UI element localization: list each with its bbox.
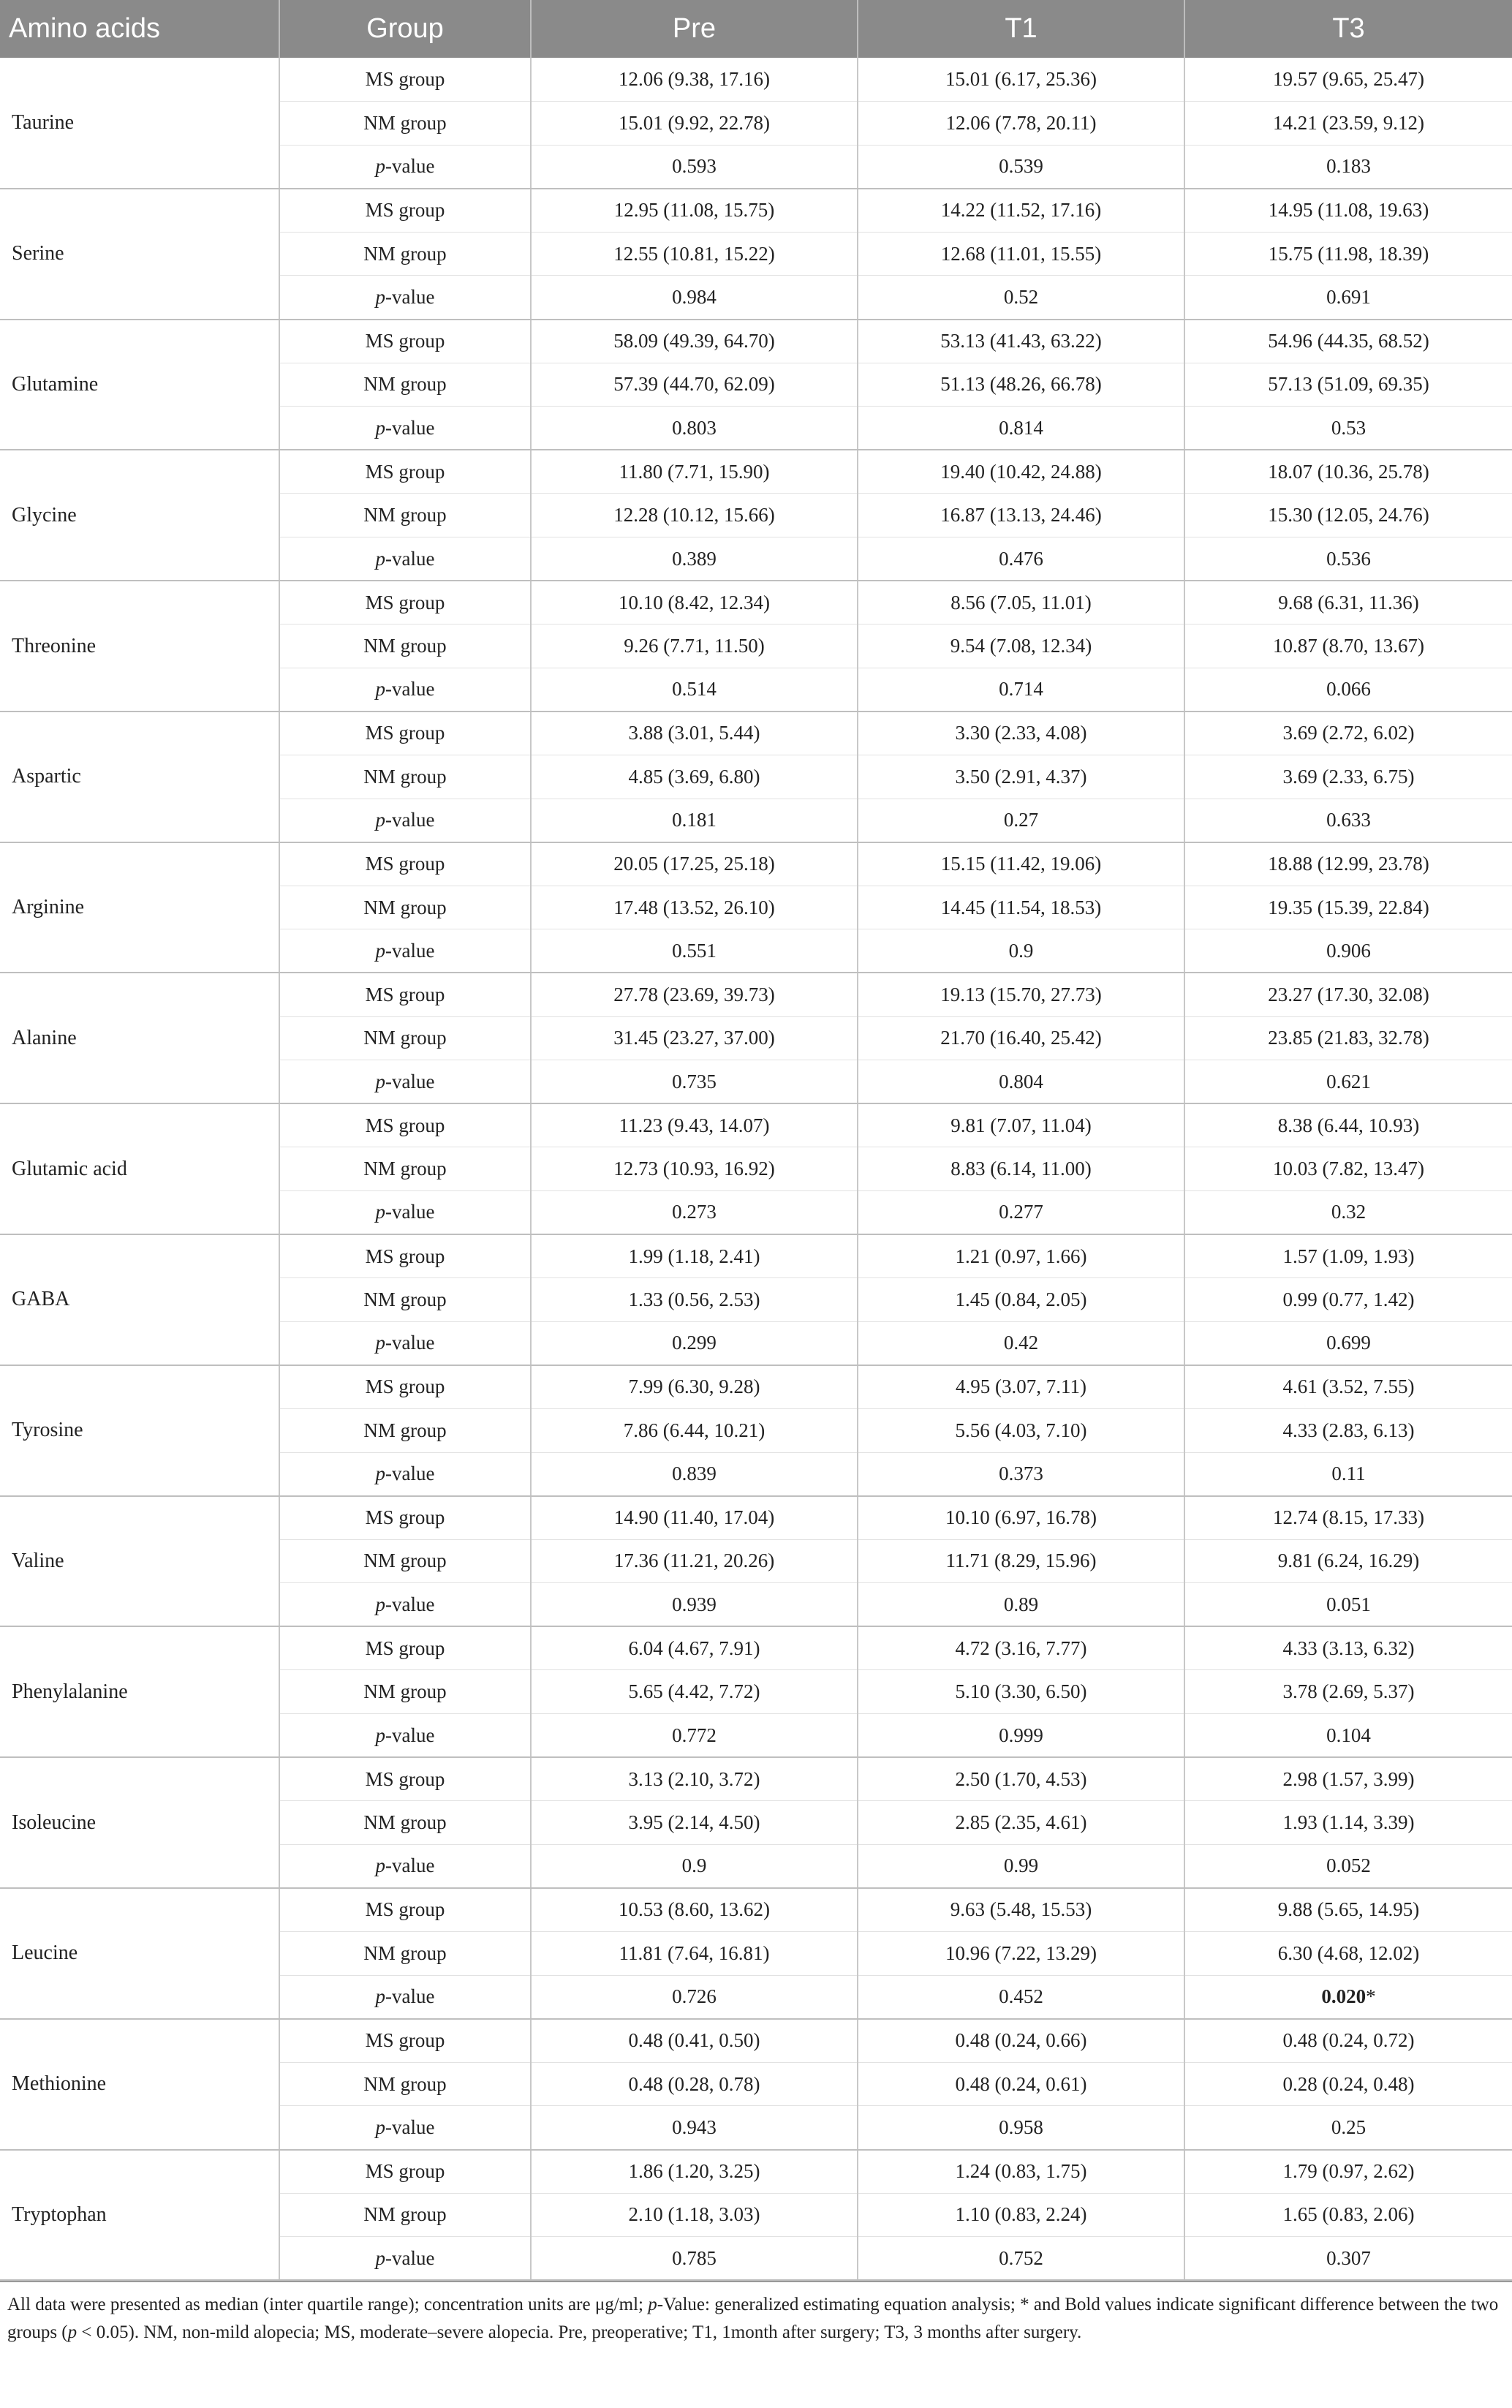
header-pre: Pre [531,0,858,58]
pvalue-cell: 0.181 [531,799,858,842]
table-row-ms [0,189,1512,233]
nm-value-cell: 0.28 (0.24, 0.48) [1184,2062,1512,2106]
nm-value-cell: 3.69 (2.33, 6.75) [1184,755,1512,799]
ms-value-cell: 4.95 (3.07, 7.11) [858,1365,1184,1409]
ms-value-cell: 2.50 (1.70, 4.53) [858,1757,1184,1801]
ms-value-cell: 54.96 (44.35, 68.52) [1184,320,1512,363]
pvalue-suffix: -value [385,1201,435,1223]
nm-value-cell: 12.55 (10.81, 15.22) [531,232,858,276]
pvalue-cell: 0.999 [858,1714,1184,1758]
ms-value-cell: 6.04 (4.67, 7.91) [531,1626,858,1670]
pvalue-cell: 0.752 [858,2237,1184,2281]
group-label-nm: NM group [279,232,531,276]
pvalue-italic-p: p [375,939,386,962]
ms-value-cell: 1.79 (0.97, 2.62) [1184,2150,1512,2194]
nm-value-cell: 9.26 (7.71, 11.50) [531,624,858,668]
pvalue-cell: 0.27 [858,799,1184,842]
nm-value-cell: 4.33 (2.83, 6.13) [1184,1408,1512,1452]
nm-value-cell: 2.10 (1.18, 3.03) [531,2193,858,2237]
pvalue-cell: 0.307 [1184,2237,1512,2281]
table-row-ms [0,973,1512,1016]
group-label-ms: MS group [279,1888,531,1932]
nm-value-cell: 15.75 (11.98, 18.39) [1184,232,1512,276]
pvalue-suffix: -value [385,1854,435,1877]
pvalue-cell: 0.052 [1184,1844,1512,1888]
pvalue-cell: 0.066 [1184,668,1512,712]
group-label-ms: MS group [279,2150,531,2194]
group-label-nm: NM group [279,1278,531,1322]
nm-value-cell: 5.10 (3.30, 6.50) [858,1670,1184,1714]
group-label-pvalue [279,1975,531,2019]
nm-value-cell: 8.83 (6.14, 11.00) [858,1147,1184,1191]
pvalue-suffix: -value [385,2246,435,2269]
ms-value-cell: 1.99 (1.18, 2.41) [531,1234,858,1278]
ms-value-cell: 58.09 (49.39, 64.70) [531,320,858,363]
nm-value-cell: 14.21 (23.59, 9.12) [1184,102,1512,146]
group-label-pvalue [279,276,531,320]
ms-value-cell: 8.38 (6.44, 10.93) [1184,1103,1512,1147]
amino-acid-name: Valine [0,1496,279,1627]
amino-acid-name: GABA [0,1234,279,1365]
group-label-nm: NM group [279,102,531,146]
pvalue-cell: 0.11 [1184,1452,1512,1496]
pvalue-italic-p: p [375,2116,386,2138]
table-header [0,0,1512,58]
group-label-nm: NM group [279,1801,531,1845]
group-label-nm: NM group [279,494,531,537]
nm-value-cell: 6.30 (4.68, 12.02) [1184,1932,1512,1976]
group-label-ms: MS group [279,581,531,624]
table-row-ms [0,1103,1512,1147]
nm-value-cell: 5.56 (4.03, 7.10) [858,1408,1184,1452]
table-row-ms [0,1888,1512,1932]
ms-value-cell: 19.57 (9.65, 25.47) [1184,58,1512,102]
pvalue-cell: 0.42 [858,1321,1184,1365]
ms-value-cell: 9.88 (5.65, 14.95) [1184,1888,1512,1932]
footnote-p-italic-1: p [648,2295,657,2315]
group-label-pvalue [279,407,531,450]
pvalue-cell: 0.299 [531,1321,858,1365]
ms-value-cell: 18.07 (10.36, 25.78) [1184,450,1512,494]
ms-value-cell: 3.30 (2.33, 4.08) [858,712,1184,755]
group-label-pvalue [279,1321,531,1365]
nm-value-cell: 16.87 (13.13, 24.46) [858,494,1184,537]
group-label-pvalue [279,1452,531,1496]
nm-value-cell: 1.93 (1.14, 3.39) [1184,1801,1512,1845]
ms-value-cell: 15.15 (11.42, 19.06) [858,842,1184,886]
nm-value-cell: 12.73 (10.93, 16.92) [531,1147,858,1191]
pvalue-cell: 0.943 [531,2106,858,2150]
ms-value-cell: 14.22 (11.52, 17.16) [858,189,1184,233]
ms-value-cell: 12.74 (8.15, 17.33) [1184,1496,1512,1540]
ms-value-cell: 9.63 (5.48, 15.53) [858,1888,1184,1932]
group-label-nm: NM group [279,1539,531,1583]
group-label-pvalue [279,1844,531,1888]
nm-value-cell: 12.28 (10.12, 15.66) [531,494,858,537]
amino-acid-name: Glycine [0,450,279,581]
header-t1: T1 [858,0,1184,58]
table-row-ms [0,1234,1512,1278]
amino-acid-name: Phenylalanine [0,1626,279,1757]
table-row-ms [0,450,1512,494]
group-label-ms: MS group [279,1234,531,1278]
nm-value-cell: 9.54 (7.08, 12.34) [858,624,1184,668]
pvalue-cell: 0.25 [1184,2106,1512,2150]
amino-acid-name: Glutamine [0,320,279,450]
table-row-ms [0,1626,1512,1670]
group-label-ms: MS group [279,320,531,363]
pvalue-italic-p: p [375,1332,386,1354]
group-label-nm: NM group [279,1932,531,1976]
ms-value-cell: 3.13 (2.10, 3.72) [531,1757,858,1801]
table-row-ms [0,1757,1512,1801]
nm-value-cell: 17.36 (11.21, 20.26) [531,1539,858,1583]
ms-value-cell: 9.68 (6.31, 11.36) [1184,581,1512,624]
pvalue-cell: 0.539 [858,145,1184,189]
amino-acid-name: Leucine [0,1888,279,2019]
pvalue-cell: 0.277 [858,1190,1184,1234]
group-label-nm: NM group [279,363,531,407]
pvalue-suffix: -value [385,1985,435,2008]
table-row-ms [0,2019,1512,2063]
pvalue-italic-p: p [375,1724,386,1746]
pvalue-suffix: -value [385,155,435,178]
ms-value-cell: 14.95 (11.08, 19.63) [1184,189,1512,233]
group-label-ms: MS group [279,189,531,233]
ms-value-cell: 3.88 (3.01, 5.44) [531,712,858,755]
table-row-ms [0,581,1512,624]
pvalue-cell: 0.104 [1184,1714,1512,1758]
nm-value-cell: 31.45 (23.27, 37.00) [531,1016,858,1060]
ms-value-cell: 3.69 (2.72, 6.02) [1184,712,1512,755]
nm-value-cell: 19.35 (15.39, 22.84) [1184,886,1512,929]
amino-acid-name: Tryptophan [0,2150,279,2281]
nm-value-cell: 15.30 (12.05, 24.76) [1184,494,1512,537]
nm-value-cell: 1.10 (0.83, 2.24) [858,2193,1184,2237]
pvalue-cell: 0.551 [531,929,858,973]
pvalue-cell: 0.52 [858,276,1184,320]
pvalue-cell: 0.53 [1184,407,1512,450]
group-label-ms: MS group [279,1365,531,1409]
ms-value-cell: 18.88 (12.99, 23.78) [1184,842,1512,886]
ms-value-cell: 1.86 (1.20, 3.25) [531,2150,858,2194]
pvalue-cell: 0.373 [858,1452,1184,1496]
group-label-pvalue [279,2106,531,2150]
nm-value-cell: 17.48 (13.52, 26.10) [531,886,858,929]
pvalue-cell: 0.803 [531,407,858,450]
ms-value-cell: 10.10 (8.42, 12.34) [531,581,858,624]
pvalue-suffix: -value [385,809,435,831]
pvalue-italic-p: p [375,1854,386,1877]
pvalue-suffix: -value [385,1070,435,1092]
pvalue-cell: 0.714 [858,668,1184,712]
pvalue-cell: 0.814 [858,407,1184,450]
pvalue-cell: 0.9 [858,929,1184,973]
group-label-nm: NM group [279,1670,531,1714]
amino-acid-name: Isoleucine [0,1757,279,1888]
pvalue-italic-p: p [375,1985,386,2008]
nm-value-cell: 11.71 (8.29, 15.96) [858,1539,1184,1583]
nm-value-cell: 51.13 (48.26, 66.78) [858,363,1184,407]
ms-value-cell: 0.48 (0.24, 0.72) [1184,2019,1512,2063]
pvalue-cell: 0.839 [531,1452,858,1496]
pvalue-cell: 0.32 [1184,1190,1512,1234]
group-label-pvalue [279,929,531,973]
ms-value-cell: 1.21 (0.97, 1.66) [858,1234,1184,1278]
pvalue-italic-p: p [375,155,386,178]
pvalue-cell: 0.691 [1184,276,1512,320]
pvalue-suffix: -value [385,1332,435,1354]
pvalue-cell: 0.785 [531,2237,858,2281]
ms-value-cell: 9.81 (7.07, 11.04) [858,1103,1184,1147]
header-t3: T3 [1184,0,1512,58]
footnote-part2: -Value: generalized estimating equation analysis; * and Bold values indicate significant difference between the two groups ( [7,2295,1499,2343]
ms-value-cell: 0.48 (0.41, 0.50) [531,2019,858,2063]
amino-acid-name: Tyrosine [0,1365,279,1496]
pvalue-suffix: -value [385,1593,435,1615]
significant-pvalue: 0.020 [1321,1985,1367,2008]
pvalue-suffix: -value [385,547,435,570]
pvalue-italic-p: p [375,809,386,831]
nm-value-cell: 9.81 (6.24, 16.29) [1184,1539,1512,1583]
pvalue-suffix: -value [385,678,435,701]
nm-value-cell: 23.85 (21.83, 32.78) [1184,1016,1512,1060]
ms-value-cell: 19.40 (10.42, 24.88) [858,450,1184,494]
group-label-ms: MS group [279,450,531,494]
nm-value-cell: 3.95 (2.14, 4.50) [531,1801,858,1845]
pvalue-cell: 0.514 [531,668,858,712]
nm-value-cell: 4.85 (3.69, 6.80) [531,755,858,799]
group-label-nm: NM group [279,1016,531,1060]
group-label-nm: NM group [279,755,531,799]
table-row-ms [0,1496,1512,1540]
ms-value-cell: 11.80 (7.71, 15.90) [531,450,858,494]
footnote-p-italic-2: p [67,2322,78,2343]
pvalue-italic-p: p [375,1593,386,1615]
group-label-ms: MS group [279,1757,531,1801]
pvalue-suffix: -value [385,1724,435,1746]
pvalue-cell: 0.621 [1184,1060,1512,1104]
pvalue-italic-p: p [375,286,386,309]
group-label-pvalue [279,537,531,581]
group-label-pvalue [279,799,531,842]
nm-value-cell: 1.45 (0.84, 2.05) [858,1278,1184,1322]
pvalue-italic-p: p [375,416,386,439]
nm-value-cell: 0.99 (0.77, 1.42) [1184,1278,1512,1322]
ms-value-cell: 53.13 (41.43, 63.22) [858,320,1184,363]
pvalue-cell: 0.735 [531,1060,858,1104]
group-label-nm: NM group [279,2062,531,2106]
pvalue-cell: 0.273 [531,1190,858,1234]
amino-acid-name: Arginine [0,842,279,973]
pvalue-suffix: -value [385,286,435,309]
group-label-ms: MS group [279,1103,531,1147]
pvalue-cell: 0.476 [858,537,1184,581]
ms-value-cell: 11.23 (9.43, 14.07) [531,1103,858,1147]
ms-value-cell: 0.48 (0.24, 0.66) [858,2019,1184,2063]
amino-acid-name: Threonine [0,581,279,712]
pvalue-cell: 0.958 [858,2106,1184,2150]
nm-value-cell: 5.65 (4.42, 7.72) [531,1670,858,1714]
nm-value-cell: 10.87 (8.70, 13.67) [1184,624,1512,668]
group-label-ms: MS group [279,2019,531,2063]
nm-value-cell: 0.48 (0.24, 0.61) [858,2062,1184,2106]
nm-value-cell: 12.68 (11.01, 15.55) [858,232,1184,276]
pvalue-cell: 0.89 [858,1583,1184,1627]
pvalue-cell: 0.183 [1184,145,1512,189]
pvalue-italic-p: p [375,1201,386,1223]
amino-acid-name: Glutamic acid [0,1103,279,1234]
group-label-ms: MS group [279,973,531,1016]
table-row-ms [0,58,1512,102]
pvalue-cell: 0.726 [531,1975,858,2019]
pvalue-cell: 0.906 [1184,929,1512,973]
amino-acid-name: Alanine [0,973,279,1103]
table-footnote [0,2281,1512,2347]
nm-value-cell: 11.81 (7.64, 16.81) [531,1932,858,1976]
group-label-nm: NM group [279,1147,531,1191]
pvalue-cell: 0.536 [1184,537,1512,581]
footnote-part1: All data were presented as median (inter quartile range); concentration units are μg/ml; [7,2295,649,2315]
nm-value-cell: 1.33 (0.56, 2.53) [531,1278,858,1322]
pvalue-suffix: -value [385,416,435,439]
header-amino-acids: Amino acids [0,0,279,58]
ms-value-cell: 1.24 (0.83, 1.75) [858,2150,1184,2194]
group-label-pvalue [279,1190,531,1234]
ms-value-cell: 8.56 (7.05, 11.01) [858,581,1184,624]
ms-value-cell: 12.95 (11.08, 15.75) [531,189,858,233]
table-row-ms [0,842,1512,886]
ms-value-cell: 14.90 (11.40, 17.04) [531,1496,858,1540]
amino-acid-name: Aspartic [0,712,279,842]
pvalue-cell: 0.99 [858,1844,1184,1888]
pvalue-cell: 0.804 [858,1060,1184,1104]
nm-value-cell: 3.50 (2.91, 4.37) [858,755,1184,799]
ms-value-cell: 4.61 (3.52, 7.55) [1184,1365,1512,1409]
group-label-ms: MS group [279,1626,531,1670]
nm-value-cell: 0.48 (0.28, 0.78) [531,2062,858,2106]
ms-value-cell: 27.78 (23.69, 39.73) [531,973,858,1016]
group-label-pvalue [279,668,531,712]
ms-value-cell: 20.05 (17.25, 25.18) [531,842,858,886]
amino-acid-name: Serine [0,189,279,320]
group-label-pvalue [279,1714,531,1758]
ms-value-cell: 23.27 (17.30, 32.08) [1184,973,1512,1016]
table-row-ms [0,320,1512,363]
nm-value-cell: 21.70 (16.40, 25.42) [858,1016,1184,1060]
group-label-ms: MS group [279,58,531,102]
nm-value-cell: 10.03 (7.82, 13.47) [1184,1147,1512,1191]
pvalue-suffix: -value [385,1462,435,1485]
pvalue-cell: 0.772 [531,1714,858,1758]
amino-acid-name: Taurine [0,58,279,189]
nm-value-cell: 2.85 (2.35, 4.61) [858,1801,1184,1845]
pvalue-cell: 0.939 [531,1583,858,1627]
pvalue-cell: 0.633 [1184,799,1512,842]
group-label-nm: NM group [279,624,531,668]
footnote-part3: < 0.05). NM, non-mild alopecia; MS, moderate–severe alopecia. Pre, preoperative; T1, 1month after surgery; T3, 3 months after surgery. [77,2322,1082,2343]
ms-value-cell: 10.53 (8.60, 13.62) [531,1888,858,1932]
pvalue-cell: 0.593 [531,145,858,189]
pvalue-suffix: -value [385,2116,435,2138]
nm-value-cell: 12.06 (7.78, 20.11) [858,102,1184,146]
pvalue-italic-p: p [375,547,386,570]
pvalue-italic-p: p [375,678,386,701]
significance-asterisk: * [1366,1985,1376,2008]
pvalue-italic-p: p [375,2246,386,2269]
pvalue-cell [1184,1975,1512,2019]
pvalue-cell: 0.699 [1184,1321,1512,1365]
pvalue-italic-p: p [375,1070,386,1092]
ms-value-cell: 4.33 (3.13, 6.32) [1184,1626,1512,1670]
group-label-pvalue [279,145,531,189]
nm-value-cell: 3.78 (2.69, 5.37) [1184,1670,1512,1714]
header-group: Group [279,0,531,58]
nm-value-cell: 57.39 (44.70, 62.09) [531,363,858,407]
nm-value-cell: 7.86 (6.44, 10.21) [531,1408,858,1452]
group-label-nm: NM group [279,1408,531,1452]
group-label-pvalue [279,2237,531,2281]
group-label-nm: NM group [279,2193,531,2237]
pvalue-cell: 0.389 [531,537,858,581]
pvalue-cell: 0.452 [858,1975,1184,2019]
group-label-ms: MS group [279,1496,531,1540]
ms-value-cell: 10.10 (6.97, 16.78) [858,1496,1184,1540]
ms-value-cell: 1.57 (1.09, 1.93) [1184,1234,1512,1278]
group-label-ms: MS group [279,842,531,886]
ms-value-cell: 2.98 (1.57, 3.99) [1184,1757,1512,1801]
table-row-ms [0,2150,1512,2194]
ms-value-cell: 7.99 (6.30, 9.28) [531,1365,858,1409]
ms-value-cell: 12.06 (9.38, 17.16) [531,58,858,102]
table-row-ms [0,1365,1512,1409]
ms-value-cell: 19.13 (15.70, 27.73) [858,973,1184,1016]
pvalue-italic-p: p [375,1462,386,1485]
nm-value-cell: 14.45 (11.54, 18.53) [858,886,1184,929]
group-label-pvalue [279,1060,531,1104]
header-row [0,0,1512,58]
group-label-nm: NM group [279,886,531,929]
table-body [0,58,1512,2280]
group-label-ms: MS group [279,712,531,755]
nm-value-cell: 57.13 (51.09, 69.35) [1184,363,1512,407]
nm-value-cell: 1.65 (0.83, 2.06) [1184,2193,1512,2237]
ms-value-cell: 4.72 (3.16, 7.77) [858,1626,1184,1670]
pvalue-suffix: -value [385,939,435,962]
pvalue-cell: 0.051 [1184,1583,1512,1627]
ms-value-cell: 15.01 (6.17, 25.36) [858,58,1184,102]
amino-acid-name: Methionine [0,2019,279,2150]
pvalue-cell: 0.9 [531,1844,858,1888]
group-label-pvalue [279,1583,531,1627]
table-row-ms [0,712,1512,755]
pvalue-cell: 0.984 [531,276,858,320]
nm-value-cell: 15.01 (9.92, 22.78) [531,102,858,146]
nm-value-cell: 10.96 (7.22, 13.29) [858,1932,1184,1976]
